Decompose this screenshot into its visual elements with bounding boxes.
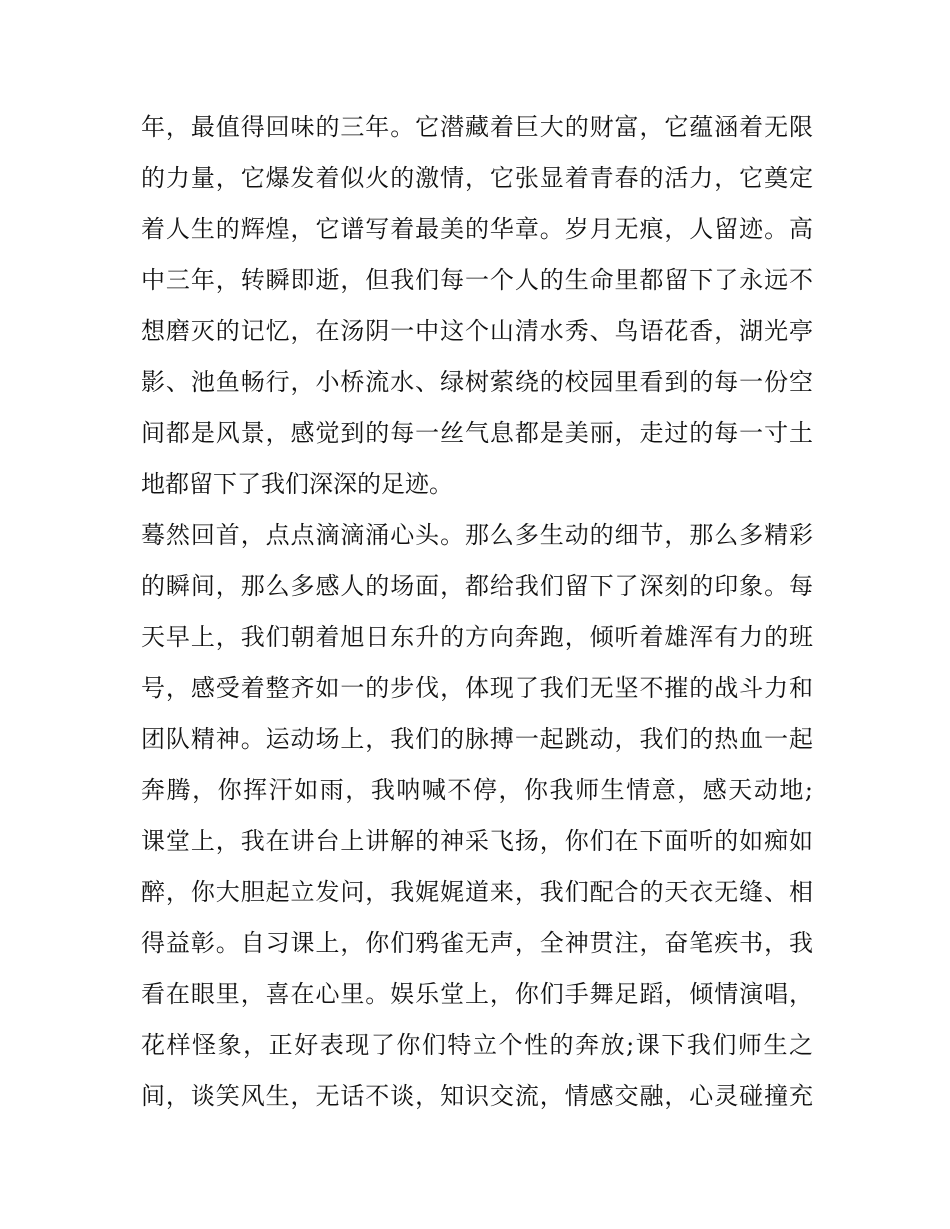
text-line: 地都留下了我们深深的足迹。	[141, 470, 453, 498]
text-line: 奔腾，你挥汗如雨，我呐喊不停，你我师生情意，感天动地;	[141, 776, 813, 804]
text-line: 的力量，它爆发着似火的激情，它张显着青春的活力，它奠定	[141, 164, 813, 192]
text-line: 课堂上，我在讲台上讲解的神采飞扬，你们在下面听的如痴如	[141, 827, 813, 855]
text-line: 想磨灭的记忆，在汤阴一中这个山清水秀、鸟语花香，湖光亭	[141, 317, 813, 345]
text-line: 中三年，转瞬即逝，但我们每一个人的生命里都留下了永远不	[141, 266, 813, 294]
text-line: 醉，你大胆起立发问，我娓娓道来，我们配合的天衣无缝、相	[141, 878, 813, 906]
text-line: 着人生的辉煌，它谱写着最美的华章。岁月无痕，人留迹。高	[141, 215, 813, 243]
text-line: 得益彰。自习课上，你们鸦雀无声，全神贯注，奋笔疾书，我	[141, 929, 813, 957]
text-line: 间，谈笑风生，无话不谈，知识交流，情感交融，心灵碰撞充	[141, 1082, 813, 1110]
text-line: 的瞬间，那么多感人的场面，都给我们留下了深刻的印象。每	[141, 572, 813, 600]
text-line: 蓦然回首，点点滴滴涌心头。那么多生动的细节，那么多精彩	[141, 521, 813, 549]
text-line: 影、池鱼畅行，小桥流水、绿树萦绕的校园里看到的每一份空	[141, 368, 813, 396]
text-line: 天早上，我们朝着旭日东升的方向奔跑，倾听着雄浑有力的班	[141, 623, 813, 651]
text-line: 号，感受着整齐如一的步伐，体现了我们无坚不摧的战斗力和	[141, 674, 813, 702]
text-line: 间都是风景，感觉到的每一丝气息都是美丽，走过的每一寸土	[141, 419, 813, 447]
text-line: 花样怪象，正好表现了你们特立个性的奔放;课下我们师生之	[141, 1031, 813, 1059]
text-line: 团队精神。运动场上，我们的脉搏一起跳动，我们的热血一起	[141, 725, 813, 753]
text-line: 年，最值得回味的三年。它潜藏着巨大的财富，它蕴涵着无限	[141, 113, 813, 141]
body-text	[141, 102, 813, 1122]
text-line: 看在眼里，喜在心里。娱乐堂上，你们手舞足蹈，倾情演唱，	[141, 980, 813, 1008]
